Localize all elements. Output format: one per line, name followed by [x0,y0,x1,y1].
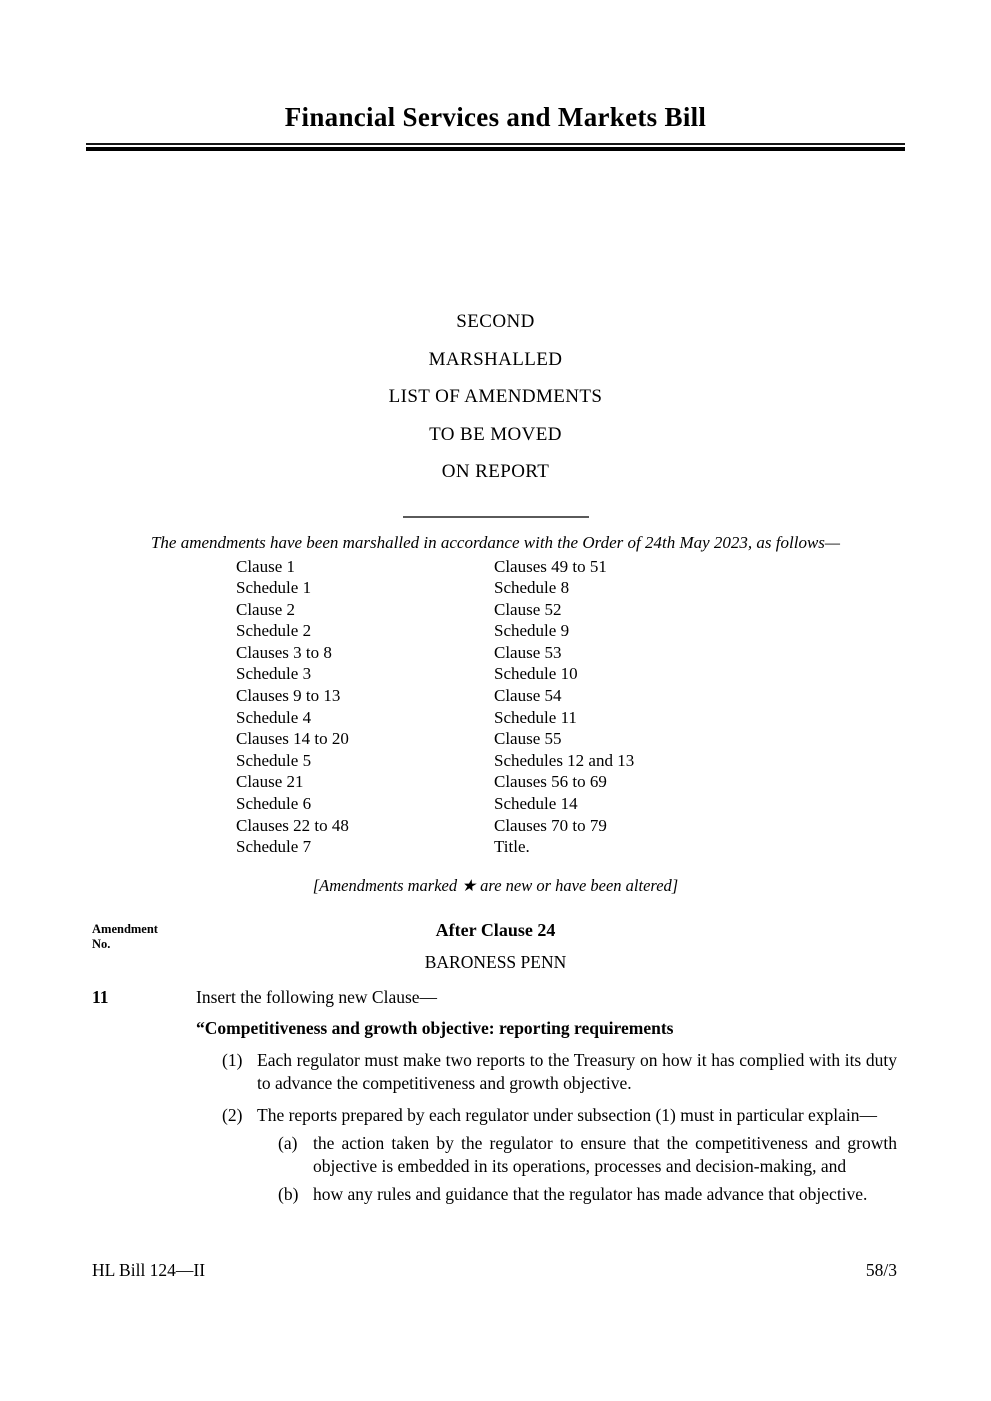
order-item: Clause 52 [494,599,562,619]
order-item: Schedule 7 [236,837,312,857]
order-item: Clause 21 [236,772,304,792]
order-item: Schedule 14 [494,794,578,814]
document-subtitle-block [0,303,991,491]
bill-title: Financial Services and Markets Bill [284,102,707,132]
order-item: Schedule 10 [494,664,578,684]
paragraph-letter: (a) [278,1132,298,1153]
mover-name: BARONESS PENN [424,951,567,972]
order-item: Clauses 56 to 69 [494,772,607,792]
subsection-text: The reports prepared by each regulator under subsection (1) must in particular explain— [257,1104,878,1125]
marshalling-note: The amendments have been marshalled in accordance with the Order of 24th May 2023, as follows— [150,532,841,552]
sheet-number: 58/3 [865,1260,897,1280]
bill-reference: HL Bill 124—II [92,1260,206,1280]
marshalling-order-right-column [494,556,774,858]
paragraph-letter: (b) [278,1183,299,1204]
order-item: Schedule 1 [236,578,312,598]
amendment-section-header [0,920,991,973]
clause-subsection [222,1049,897,1095]
amendment-instruction: Insert the following new Clause— [196,986,438,1007]
order-item: Schedule 5 [236,750,312,770]
order-item: Schedules 12 and 13 [494,750,635,770]
subtitle-line: SECOND [456,311,535,332]
order-item: Clause 54 [494,686,562,706]
subsection-number: (2) [222,1104,243,1125]
paragraph-text: how any rules and guidance that the regulator has made advance that objective. [313,1183,868,1204]
order-item: Clauses 22 to 48 [236,815,349,835]
order-item: Schedule 9 [494,621,570,641]
clause-paragraph [278,1183,897,1206]
marshalling-order-left-column [236,556,494,858]
subtitle-line: ON REPORT [441,461,550,482]
order-item: Schedule 2 [236,621,312,641]
marshalling-order-list [236,556,991,858]
page-footer [92,1260,897,1281]
order-item: Clause 55 [494,729,562,749]
star-legend-note: [Amendments marked ★ are new or have been altered] [312,875,679,895]
new-clause-title: “Competitiveness and growth objective: reporting requirements [196,1017,674,1038]
order-item: Schedule 11 [494,707,577,727]
order-item: Schedule 4 [236,707,312,727]
clause-paragraph [278,1132,897,1178]
order-item: Clause 2 [236,599,296,619]
margin-label-line: No. [92,936,111,951]
amendment-number: 11 [92,986,109,1007]
after-clause-heading: After Clause 24 [435,919,556,940]
order-item: Schedule 8 [494,578,570,598]
subsection-number: (1) [222,1049,243,1070]
order-item: Clauses 9 to 13 [236,686,341,706]
order-item: Schedule 6 [236,794,312,814]
order-item: Clauses 3 to 8 [236,642,332,662]
subsection-text: Each regulator must make two reports to the Treasury on how it has complied with its duty to advance the competitiveness and growth objective. [257,1049,897,1093]
section-divider-rule [403,516,589,518]
order-item: Clauses 14 to 20 [236,729,349,749]
amendment-no-margin-label [92,922,158,952]
order-item: Clauses 70 to 79 [494,815,607,835]
amendment-instruction-row [92,986,897,1009]
order-item: Clause 53 [494,642,562,662]
order-item: Clause 1 [236,556,296,576]
paragraph-text: the action taken by the regulator to ensure that the competitiveness and growth objective is embedded in its operations, processes and decision-making, and [313,1132,897,1176]
order-item: Schedule 3 [236,664,312,684]
subtitle-line: LIST OF AMENDMENTS [388,386,603,407]
title-rule [86,143,905,151]
order-item: Clauses 49 to 51 [494,556,607,576]
order-item: Title. [494,837,530,857]
clause-subsection [222,1104,897,1127]
subtitle-line: MARSHALLED [428,348,563,370]
subtitle-line: TO BE MOVED [429,423,562,445]
margin-label-line: Amendment [92,921,158,936]
